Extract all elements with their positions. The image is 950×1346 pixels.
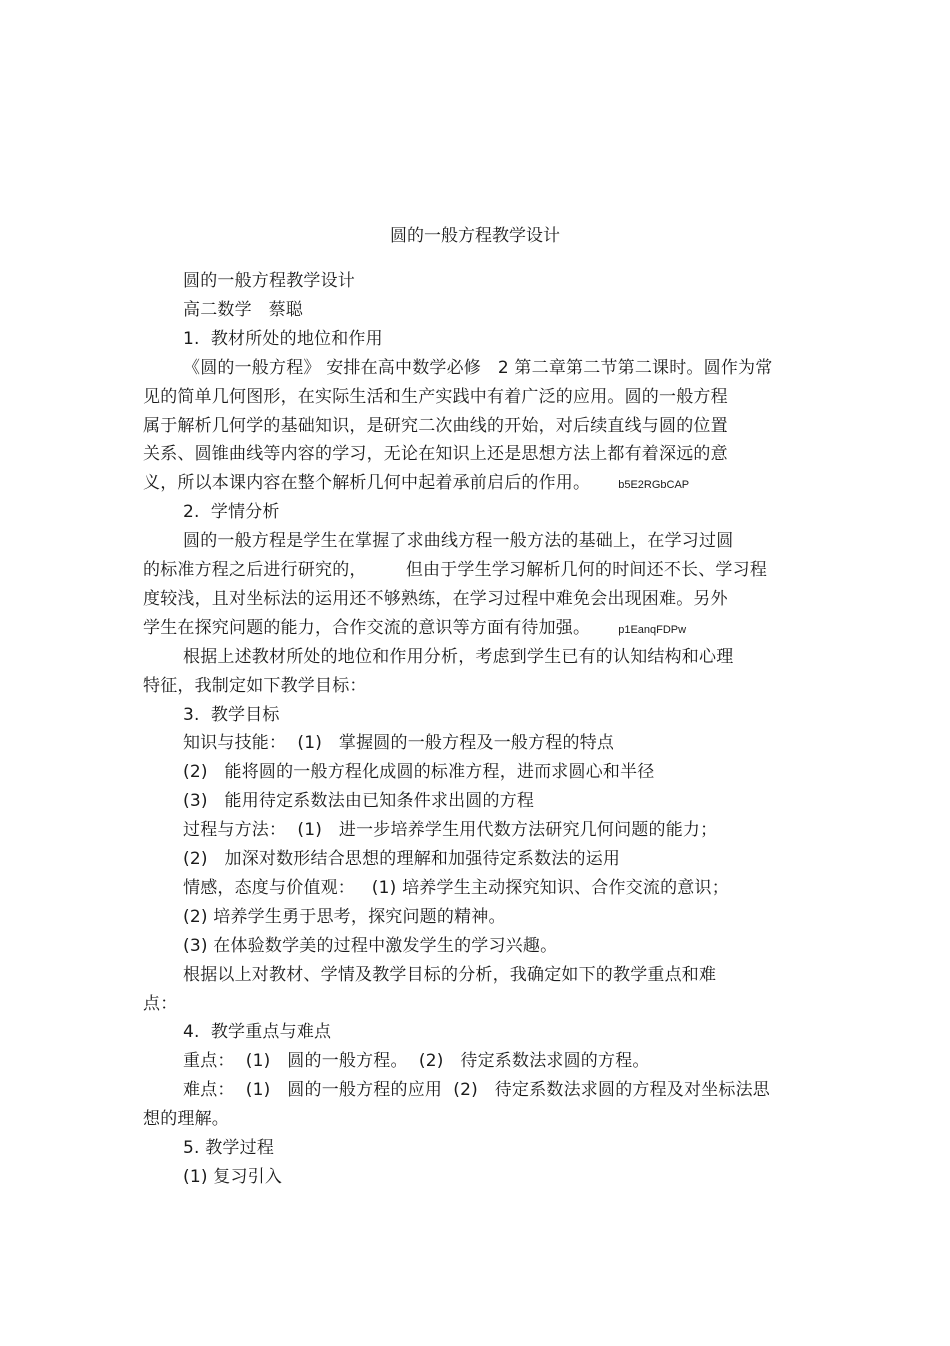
line-text: 4. 教学重点与难点 [183, 1022, 332, 1042]
line-text: 义，所以本课内容在整个解析几何中起着承前启后的作用。 [143, 473, 591, 493]
line-text: (2) 加深对数形结合思想的理解和加强待定系数法的运用 [183, 849, 621, 869]
line-text: 3. 教学目标 [183, 705, 280, 725]
text-line [183, 356, 772, 380]
line-code: p1EanqFDPw [618, 624, 687, 636]
text-line [183, 1078, 770, 1102]
text-line [143, 442, 728, 466]
line-text: 点： [143, 994, 178, 1014]
text-line [183, 298, 303, 322]
text-line [183, 818, 717, 842]
text-line [183, 789, 534, 813]
text-line [183, 1136, 274, 1160]
text-line [183, 847, 620, 871]
line-text: 1. 教材所处的地位和作用 [183, 329, 383, 349]
line-text: 重点： (1) 圆的一般方程。 (2) 待定系数法求圆的方程。 [183, 1051, 650, 1071]
line-text: 高二数学 蔡聪 [183, 300, 304, 320]
line-text: 学生在探究问题的能力，合作交流的意识等方面有待加强。 [143, 618, 591, 638]
line-text: 度较浅，且对坐标法的运用还不够熟练，在学习过程中难免会出现困难。另外 [143, 589, 728, 609]
text-line [183, 905, 506, 929]
text-line [143, 1107, 229, 1131]
line-text: 知识与技能： (1) 掌握圆的一般方程及一般方程的特点 [183, 733, 615, 753]
line-text: 根据以上对教材、学情及教学目标的分析，我确定如下的教学重点和难 [183, 965, 717, 985]
text-line [183, 876, 729, 900]
text-line [183, 934, 557, 958]
line-code: b5E2RGbCAP [618, 479, 690, 491]
line-text: 过程与方法： (1) 进一步培养学生用代数方法研究几何问题的能力； [183, 820, 718, 840]
text-line [183, 963, 716, 987]
text-line [183, 327, 383, 351]
text-line [143, 558, 767, 582]
text-line [183, 1165, 282, 1189]
line-text: 2. 学情分析 [183, 502, 280, 522]
text-line [183, 645, 733, 669]
text-line [183, 1020, 331, 1044]
text-line [143, 674, 367, 698]
line-text: (3) 能用待定系数法由已知条件求出圆的方程 [183, 791, 535, 811]
line-text: 情感，态度与价值观： (1) 培养学生主动探究知识、合作交流的意识； [183, 878, 729, 898]
text-line [143, 385, 728, 409]
text-line [143, 587, 728, 611]
line-text: 属于解析几何学的基础知识，是研究二次曲线的开始，对后续直线与圆的位置 [143, 416, 728, 436]
text-line [143, 471, 689, 497]
line-text: 《圆的一般方程》 安排在高中数学必修 2 第二章第二节第二课时。圆作为常 [183, 358, 773, 378]
line-text: 关系、圆锥曲线等内容的学习，无论在知识上还是思想方法上都有着深远的意 [143, 444, 728, 464]
line-text: 5. 教学过程 [183, 1138, 275, 1158]
text-line [183, 731, 614, 755]
line-text: 见的简单几何图形，在实际生活和生产实践中有着广泛的应用。圆的一般方程 [143, 387, 728, 407]
line-text: 圆的一般方程教学设计 [183, 271, 355, 291]
text-line [183, 1049, 650, 1073]
text-line [183, 760, 655, 784]
text-line [143, 414, 728, 438]
text-line [183, 500, 280, 524]
line-text: (2) 能将圆的一般方程化成圆的标准方程，进而求圆心和半径 [183, 762, 655, 782]
line-text: 想的理解。 [143, 1109, 229, 1129]
text-line [143, 992, 177, 1016]
document-title: 圆的一般方程教学设计 [390, 226, 560, 246]
line-text: 圆的一般方程是学生在掌握了求曲线方程一般方法的基础上，在学习过圆 [183, 531, 734, 551]
line-text: 的标准方程之后进行研究的， 但由于学生学习解析几何的时间还不长、学习程 [143, 560, 768, 580]
line-text: (3) 在体验数学美的过程中激发学生的学习兴趣。 [183, 936, 558, 956]
line-text: 根据上述教材所处的地位和作用分析，考虑到学生已有的认知结构和心理 [183, 647, 734, 667]
text-line [183, 703, 280, 727]
line-text: (1) 复习引入 [183, 1167, 283, 1187]
line-text: 特征，我制定如下教学目标： [143, 676, 367, 696]
line-text: (2) 培养学生勇于思考，探究问题的精神。 [183, 907, 506, 927]
text-line [183, 529, 733, 553]
line-text: 难点： (1) 圆的一般方程的应用 (2) 待定系数法求圆的方程及对坐标法思 [183, 1080, 770, 1100]
text-line [143, 616, 686, 642]
text-line [183, 269, 355, 293]
